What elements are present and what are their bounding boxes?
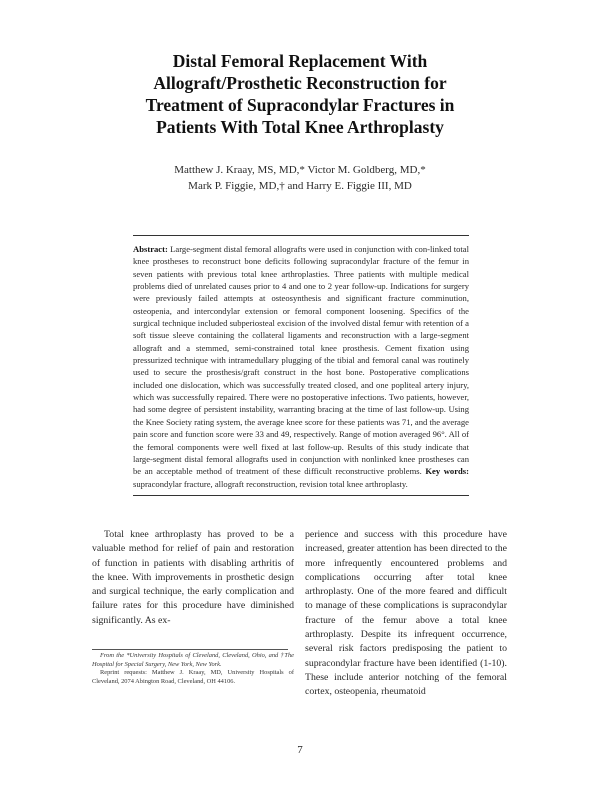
body-paragraph-right: perience and success with this procedure have increased, greater attention has been directed to the more infrequently encountered problems and complications occurring after total knee arthroplasty. One of the more feared and difficult to manage of these complications is supracondylar fracture of the femur above a total knee arthroplasty. Despite its infrequent occurrence, several risk factors predisposing the patient to supracondylar fracture have been identified (1-10). These include anterior notching of the femoral cortex, osteopenia, rheumatoid <box>305 529 507 698</box>
article-title <box>60 50 540 138</box>
authors-line-2: Mark P. Figgie, MD,† and Harry E. Figgie III, MD <box>188 180 412 192</box>
footnote-affiliation: From the *University Hospitals of Cleveland, Cleveland, Ohio, and †The Hospital for Special Surgery, New York, New York. <box>92 652 294 668</box>
abstract-top-rule <box>133 235 469 236</box>
abstract-block <box>133 243 469 490</box>
title-line-3: Treatment of Supracondylar Fractures in <box>145 95 455 115</box>
page-number: 7 <box>297 744 303 756</box>
footnotes <box>92 652 294 686</box>
keywords-label: Key words: <box>425 466 469 477</box>
body-paragraph-left: Total knee arthroplasty has proved to be a valuable method for relief of pain and restoration of function in patients with disabling arthritis of the knee. With improvements in prosthetic design and surgical technique, the early complication and failure rates for this procedure have diminished significantly. As ex- <box>92 529 294 626</box>
author-list <box>80 162 520 194</box>
title-line-1: Distal Femoral Replacement With <box>172 51 428 71</box>
abstract-text: Large-segment distal femoral allografts were used in conjunction with con-linked total knee prostheses to reconstruct bone deficits following supracondylar fracture of the femur in seven patients with previous total knee arthroplasties. Three patients with multiple medical problems died of unrelated causes prior to 4 and one to 2 year follow-up. Indications for surgery were previously failed attempts at osteosynthesis and significant fracture comminution, osteopenia, and intercondylar extension or femoral component loosening. Specifics of the surgical technique included subperiosteal excision of the involved distal femur with retention of a soft tissue sleeve containing the collateral ligaments and reconstruction with a large-segment allograft and a stemmed, semi-constrained total knee prosthesis. Cement fixation using pressurized technique with intramedullary plugging of the tibial and femoral canal was routinely used to secure the prosthesis/graft construct in the host bone. Postoperative complications included one dislocation, which was successfully treated closed, and one popliteal artery injury, which was successfully repaired. There were no postoperative infections. Two patients, however, had some degree of persistent instability, warranting bracing at the time of last follow-up. Using the Knee Society rating system, the average knee score for these patients was 71, and the average pain score and function score were 33 and 49, respectively. Range of motion averaged 96°. All of the femoral components were well fixed at last follow-up. Results of this study indicate that large-segment distal femoral allografts used in conjunction with nonlinked knee prostheses can be an acceptable method of treatment of these difficult reconstructive problems. <box>133 244 469 477</box>
footnote-reprints: Reprint requests: Matthew J. Kraay, MD, University Hospitals of Cleveland, 2074 Abington Road, Cleveland, OH 44106. <box>92 669 294 685</box>
body-column-left <box>92 528 294 628</box>
authors-line-1: Matthew J. Kraay, MS, MD,* Victor M. Goldberg, MD,* <box>174 164 426 176</box>
body-column-right <box>305 528 507 700</box>
title-line-2: Allograft/Prosthetic Reconstruction for <box>153 73 447 93</box>
keywords-text: supracondylar fracture, allograft reconstruction, revision total knee arthroplasty. <box>133 478 408 489</box>
abstract-bottom-rule <box>133 495 469 496</box>
abstract-label: Abstract: <box>133 244 168 254</box>
footnote-rule <box>92 649 288 650</box>
title-line-4: Patients With Total Knee Arthroplasty <box>156 117 444 137</box>
